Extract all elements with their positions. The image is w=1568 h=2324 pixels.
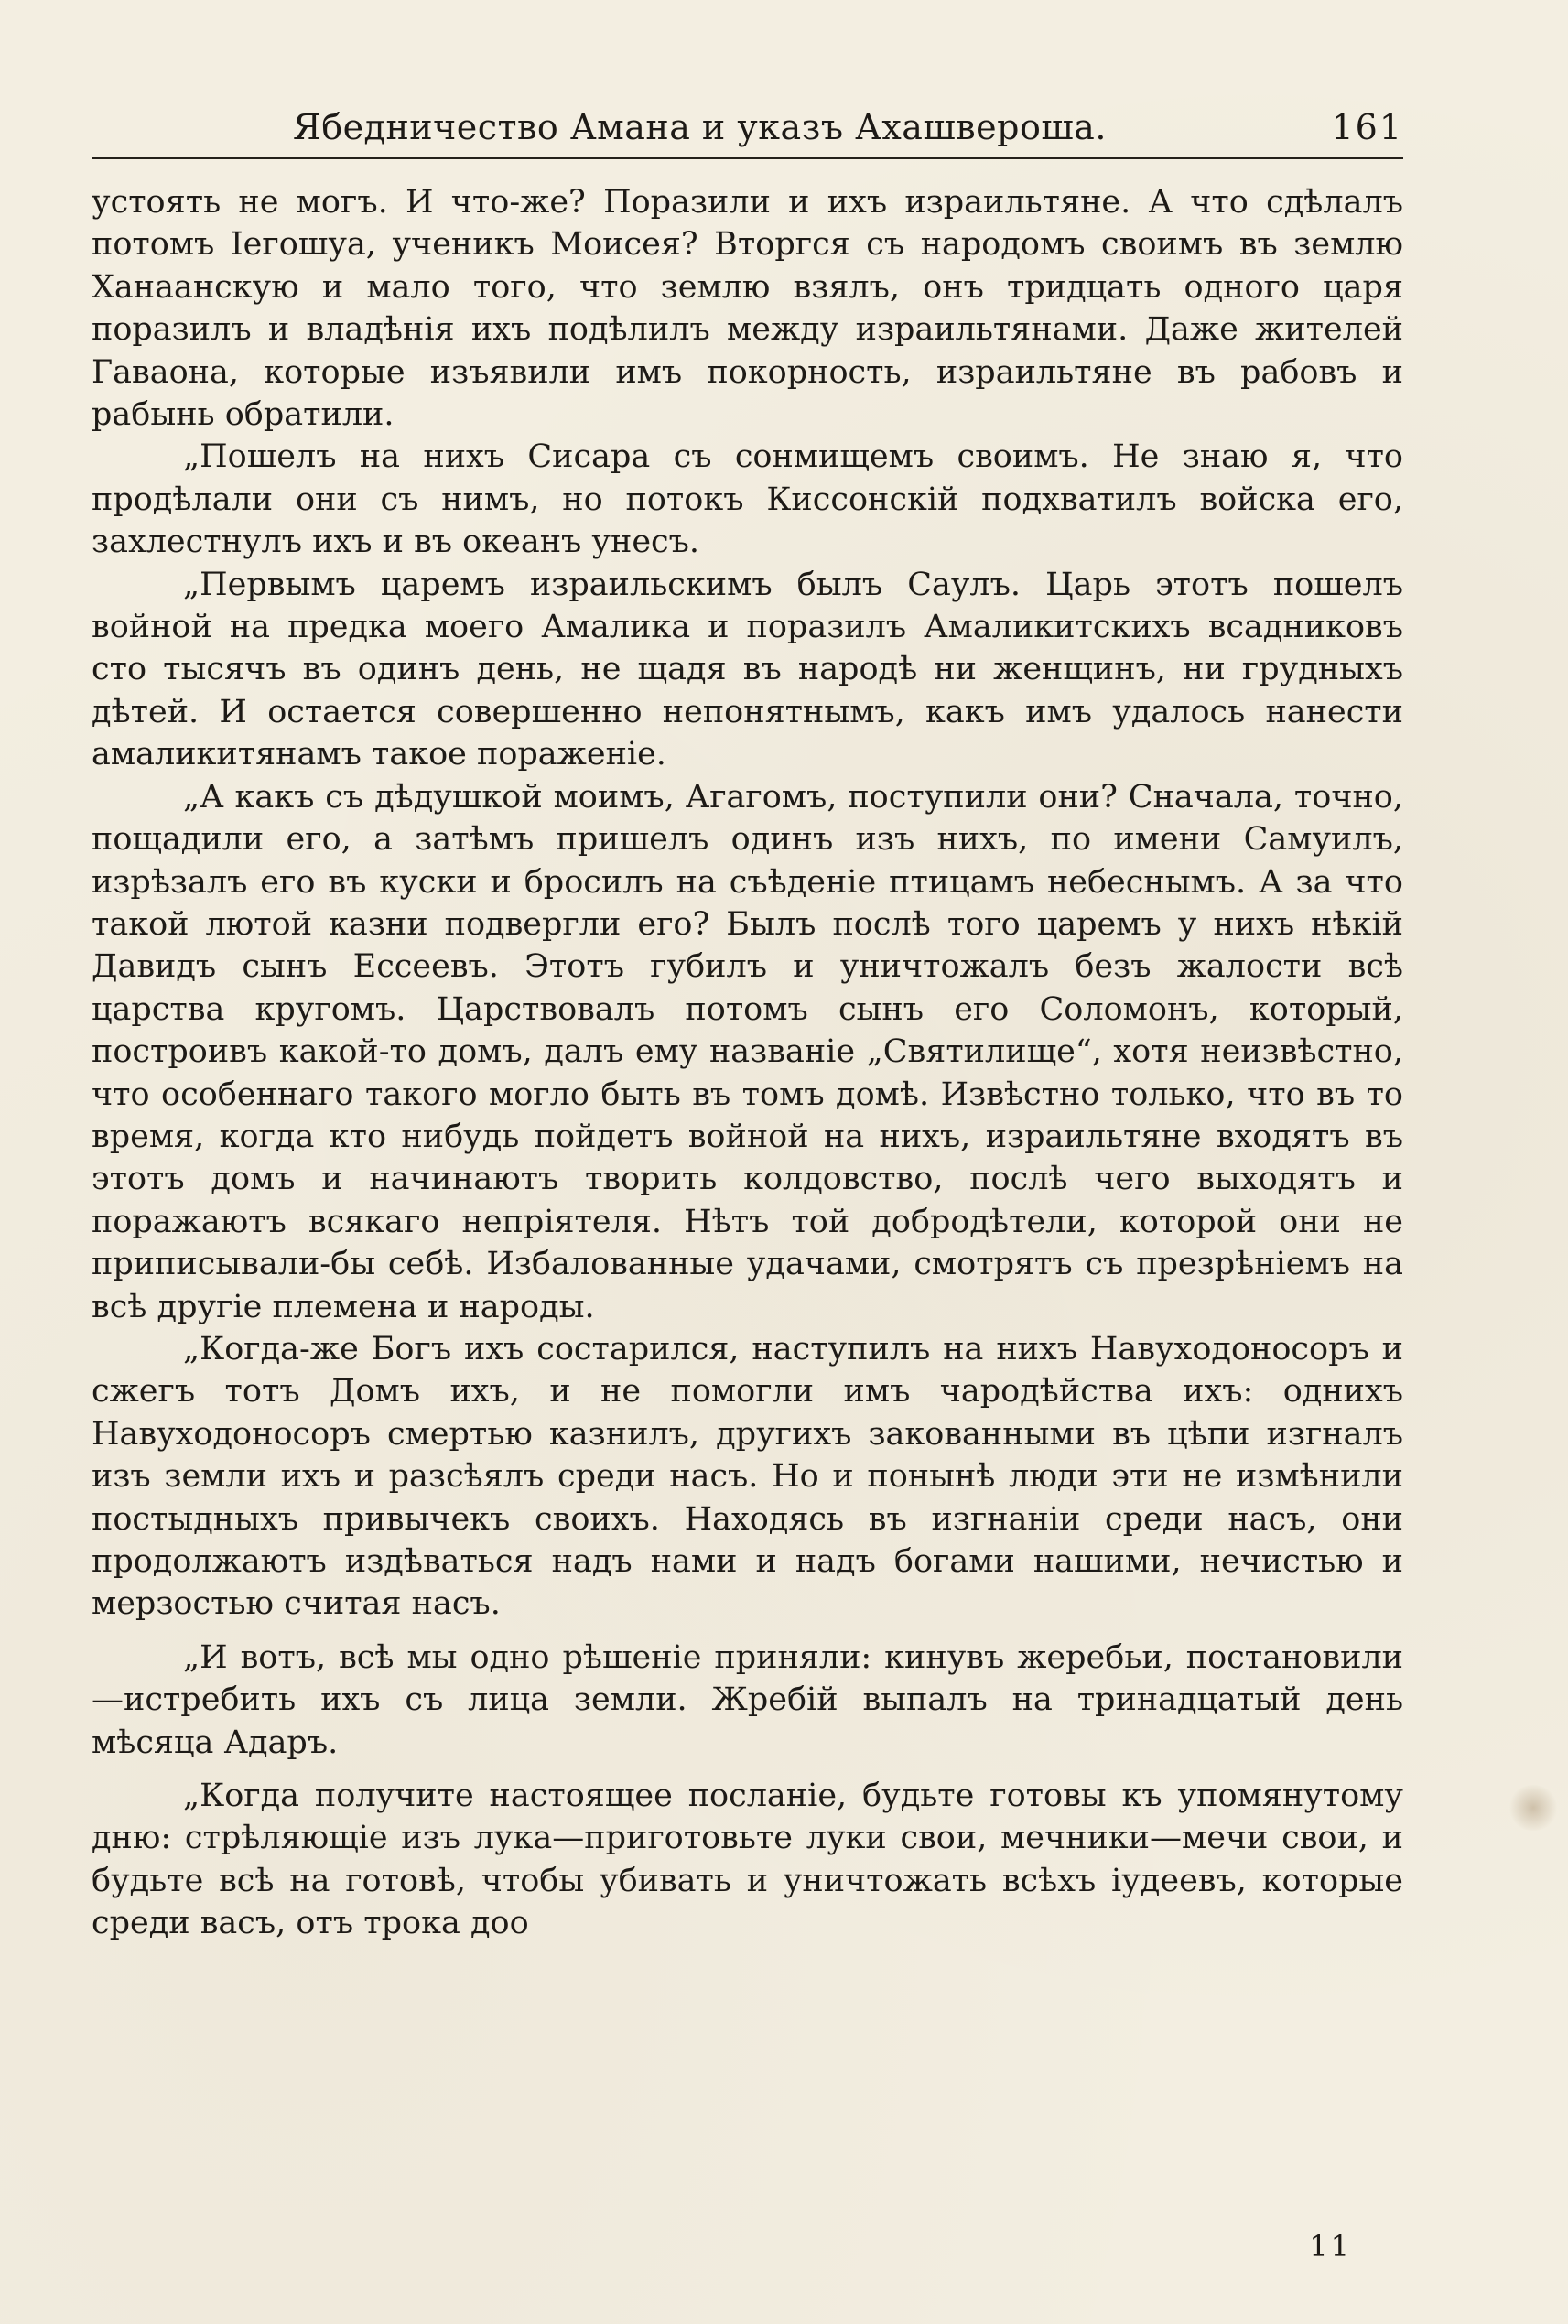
paragraph-3: „Первымъ царемъ израильскимъ былъ Саулъ. Царь этотъ пошелъ войной на предка моего Амалика и поразилъ Амаликитскихъ всадниковъ сто тысячъ въ одинъ день, не щадя въ народѣ ни женщинъ, ни грудныхъ дѣтей. И остается совершенно непонятнымъ, какъ имъ удалось нанести амаликитянамъ такое пораженіе. [92, 566, 1403, 773]
paragraph-5: „Когда-же Богъ ихъ состарился, наступилъ на нихъ Навуходоносоръ и сжегъ тотъ Домъ ихъ, и не помогли имъ чародѣйства ихъ: однихъ Навуходоносоръ смертью казнилъ, другихъ закованными въ цѣпи изгналъ изъ земли ихъ и разсѣялъ среди насъ. Но и понынѣ люди эти не измѣнили постыдныхъ привычекъ своихъ. Находясь въ изгнаніи среди насъ, они продолжаютъ издѣваться надъ нами и надъ богами нашими, нечистью и мерзостью считая насъ. [92, 1330, 1403, 1623]
paragraph-1: устоять не могъ. И что-же? Поразили и ихъ израильтяне. А что сдѣлалъ потомъ Іегошуа, ученикъ Моисея? Вторгся съ народомъ своимъ въ землю Ханаанскую и мало того, что землю взялъ, онъ тридцать одного царя поразилъ и владѣнія ихъ подѣлилъ между израильтянами. Даже жителей Гаваона, которые изъявили имъ покорность, израильтяне въ рабовъ и рабынь обратили. [92, 184, 1403, 434]
running-head: Ябедничество Амана и указъ Ахашвероша. [293, 107, 1107, 147]
paragraph-7: „Когда получите настоящее посланіе, будьте готовы къ упомянутому дню: стрѣляющіе изъ лука—приготовьте луки свои, мечники—мечи свои, и будьте всѣ на готовѣ, чтобы убивать и уничтожать всѣхъ іудеевъ, которые среди васъ, отъ трока доо [92, 1778, 1403, 1942]
page-number: 161 [1331, 107, 1403, 147]
paragraph-2: „Пошелъ на нихъ Сисара съ сонмищемъ своимъ. Не знаю я, что продѣлали они съ нимъ, но потокъ Киссонскій подхватилъ войска его, захлестнулъ ихъ и въ океанъ унесъ. [92, 438, 1403, 561]
header-rule [92, 157, 1403, 159]
body-text [92, 181, 1403, 1945]
paragraph-4: „А какъ съ дѣдушкой моимъ, Агагомъ, поступили они? Сначала, точно, пощадили его, а затѣмъ пришелъ одинъ изъ нихъ, по имени Самуилъ, изрѣзалъ его въ куски и бросилъ на съѣденіе птицамъ небеснымъ. А за что такой лютой казни подвергли его? Былъ послѣ того царемъ у нихъ нѣкій Давидъ сынъ Ессеевъ. Этотъ губилъ и уничтожалъ безъ жалости всѣ царства кругомъ. Царствовалъ потомъ сынъ его Соломонъ, который, построивъ какой-то домъ, далъ ему названіе „Святилище“, хотя неизвѣстно, что особеннаго такого могло быть въ томъ домѣ. Извѣстно только, что въ то время, когда кто нибудь пойдетъ войной на нихъ, израильтяне входятъ въ этотъ домъ и начинаютъ творить колдовство, послѣ чего выходятъ и поражаютъ всякаго непріятеля. Нѣтъ той добродѣтели, которой они не приписывали-бы себѣ. Избалованные удачами, смотрятъ съ презрѣніемъ на всѣ другіе племена и народы. [92, 778, 1403, 1325]
page-header [92, 103, 1403, 159]
signature-mark: 11 [1309, 2229, 1352, 2264]
paper-stain [1508, 1785, 1559, 1831]
paragraph-6: „И вотъ, всѣ мы одно рѣшеніе приняли: кинувъ жеребьи, постановили—истребить ихъ съ лица земли. Жребій выпалъ на тринадцатый день мѣсяца Адаръ. [92, 1638, 1403, 1761]
